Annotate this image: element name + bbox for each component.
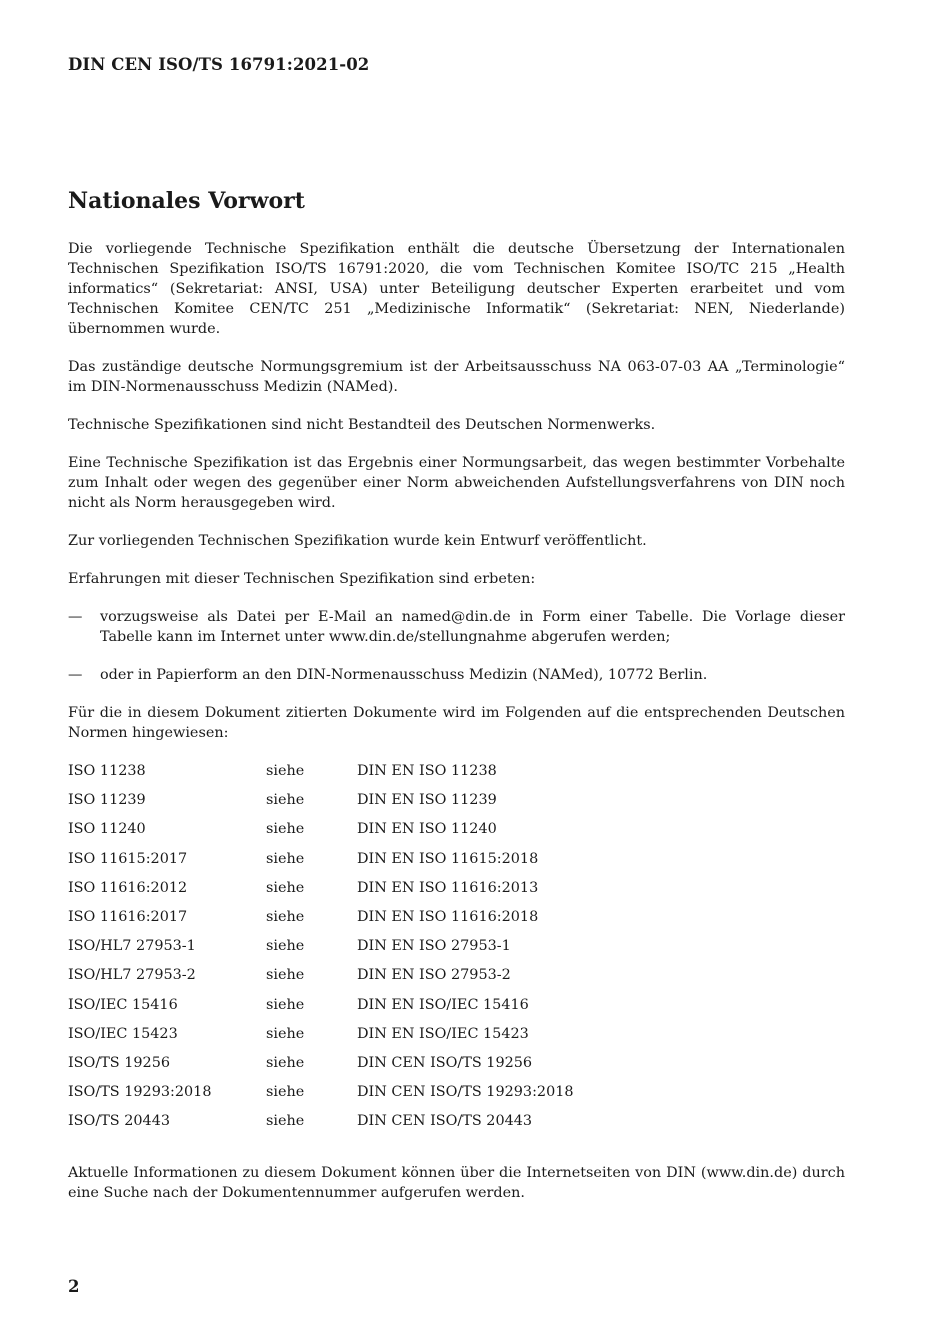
dash-bullet: — <box>68 609 83 625</box>
references-table <box>68 761 574 1140</box>
iso-reference: ISO/HL7 27953-1 <box>68 938 196 955</box>
list-item <box>68 665 845 685</box>
din-reference: DIN EN ISO 11616:2018 <box>357 908 539 925</box>
see-label: siehe <box>266 821 305 838</box>
table-row <box>68 878 574 907</box>
dash-bullet: — <box>68 667 83 683</box>
table-row <box>68 1082 574 1111</box>
see-label: siehe <box>266 938 305 955</box>
paragraph-feedback-request: Erfahrungen mit dieser Technischen Spezifikation sind erbeten: <box>68 571 536 587</box>
iso-reference: ISO/TS 19256 <box>68 1054 170 1071</box>
table-row <box>68 849 574 878</box>
iso-reference: ISO 11615:2017 <box>68 850 188 867</box>
paragraph-not-part-of-standards: Technische Spezifikationen sind nicht Bestandteil des Deutschen Normenwerks. <box>68 417 656 433</box>
references-table-body <box>68 761 574 1140</box>
din-reference: DIN EN ISO 11238 <box>357 763 497 779</box>
table-row <box>68 1111 574 1140</box>
see-label: siehe <box>266 996 305 1013</box>
din-reference: DIN EN ISO 11239 <box>357 792 497 809</box>
din-reference: DIN CEN ISO/TS 19293:2018 <box>357 1084 574 1101</box>
paragraph-ts-definition: Eine Technische Spezifikation ist das Ergebnis einer Normungsarbeit, das wegen bestimmter Vorbehalte zum Inhalt oder wegen des gegenüber einer Norm abweichenden Aufstellungsverfahrens von DIN noch nicht als Norm herausgegeben wird. <box>68 455 845 511</box>
din-reference: DIN EN ISO 11616:2013 <box>357 879 539 896</box>
table-row <box>68 936 574 965</box>
see-label: siehe <box>266 763 305 779</box>
document-id-header: DIN CEN ISO/TS 16791:2021-02 <box>68 55 370 74</box>
iso-reference: ISO/IEC 15416 <box>68 996 178 1013</box>
list-item <box>68 607 845 647</box>
table-row <box>68 1024 574 1053</box>
iso-reference: ISO/TS 20443 <box>68 1113 170 1130</box>
see-label: siehe <box>266 1113 305 1130</box>
din-reference: DIN EN ISO/IEC 15423 <box>357 1025 529 1042</box>
see-label: siehe <box>266 1054 305 1071</box>
list-item-text: oder in Papierform an den DIN-Normenausschuss Medizin (NAMed), 10772 Berlin. <box>100 667 708 683</box>
see-label: siehe <box>266 850 305 867</box>
table-row <box>68 1053 574 1082</box>
din-reference: DIN EN ISO 11240 <box>357 821 497 838</box>
table-row <box>68 907 574 936</box>
page-number: 2 <box>68 1277 80 1296</box>
paragraph-translation-info: Die vorliegende Technische Spezifikation enthält die deutsche Übersetzung der Internationalen Technischen Spezifikation ISO/TS 16791:2020, die vom Technischen Komitee ISO/TC 215 „Health informatics“ (Sekretariat: ANSI, USA) unter Beteiligung deutscher Experten erarbeitet und vom Technischen Komitee CEN/TC 251 „Medizinische Informatik“ (Sekretariat: NEN, Niederlande) übernommen wurde. <box>68 241 845 337</box>
din-reference: DIN EN ISO 27953-2 <box>357 967 511 984</box>
see-label: siehe <box>266 1025 305 1042</box>
table-row <box>68 819 574 848</box>
iso-reference: ISO 11616:2017 <box>68 908 188 925</box>
document-body <box>68 239 845 1140</box>
see-label: siehe <box>266 1084 305 1101</box>
see-label: siehe <box>266 908 305 925</box>
iso-reference: ISO 11616:2012 <box>68 879 188 896</box>
section-title: Nationales Vorwort <box>68 188 305 214</box>
din-reference: DIN EN ISO 11615:2018 <box>357 850 539 867</box>
paragraph-committee: Das zuständige deutsche Normungsgremium ist der Arbeitsausschuss NA 063-07-03 AA „Terminologie“ im DIN-Normenausschuss Medizin (NAMed). <box>68 359 845 395</box>
iso-reference: ISO 11239 <box>68 792 146 809</box>
iso-reference: ISO/TS 19293:2018 <box>68 1084 212 1101</box>
iso-reference: ISO 11238 <box>68 763 146 779</box>
iso-reference: ISO/IEC 15423 <box>68 1025 178 1042</box>
see-label: siehe <box>266 879 305 896</box>
table-row <box>68 995 574 1024</box>
din-reference: DIN EN ISO/IEC 15416 <box>357 996 529 1013</box>
paragraph-no-draft: Zur vorliegenden Technischen Spezifikation wurde kein Entwurf veröffentlicht. <box>68 533 647 549</box>
iso-reference: ISO 11240 <box>68 821 146 838</box>
list-item-text: vorzugsweise als Datei per E-Mail an named@din.de in Form einer Tabelle. Die Vorlage dieser Tabelle kann im Internet unter www.din.de/stellungnahme abgerufen werden; <box>100 609 845 645</box>
paragraph-references-intro: Für die in diesem Dokument zitierten Dokumente wird im Folgenden auf die entsprechenden Deutschen Normen hingewiesen: <box>68 705 845 741</box>
table-row <box>68 790 574 819</box>
table-row <box>68 965 574 994</box>
see-label: siehe <box>266 792 305 809</box>
see-label: siehe <box>266 967 305 984</box>
din-reference: DIN EN ISO 27953-1 <box>357 938 511 955</box>
iso-reference: ISO/HL7 27953-2 <box>68 967 196 984</box>
din-reference: DIN CEN ISO/TS 20443 <box>357 1113 533 1130</box>
din-reference: DIN CEN ISO/TS 19256 <box>357 1054 533 1071</box>
table-row <box>68 761 574 790</box>
footer-note: Aktuelle Informationen zu diesem Dokument können über die Internetseiten von DIN (www.din.de) durch eine Suche nach der Dokumentennummer aufgerufen werden. <box>68 1165 845 1201</box>
